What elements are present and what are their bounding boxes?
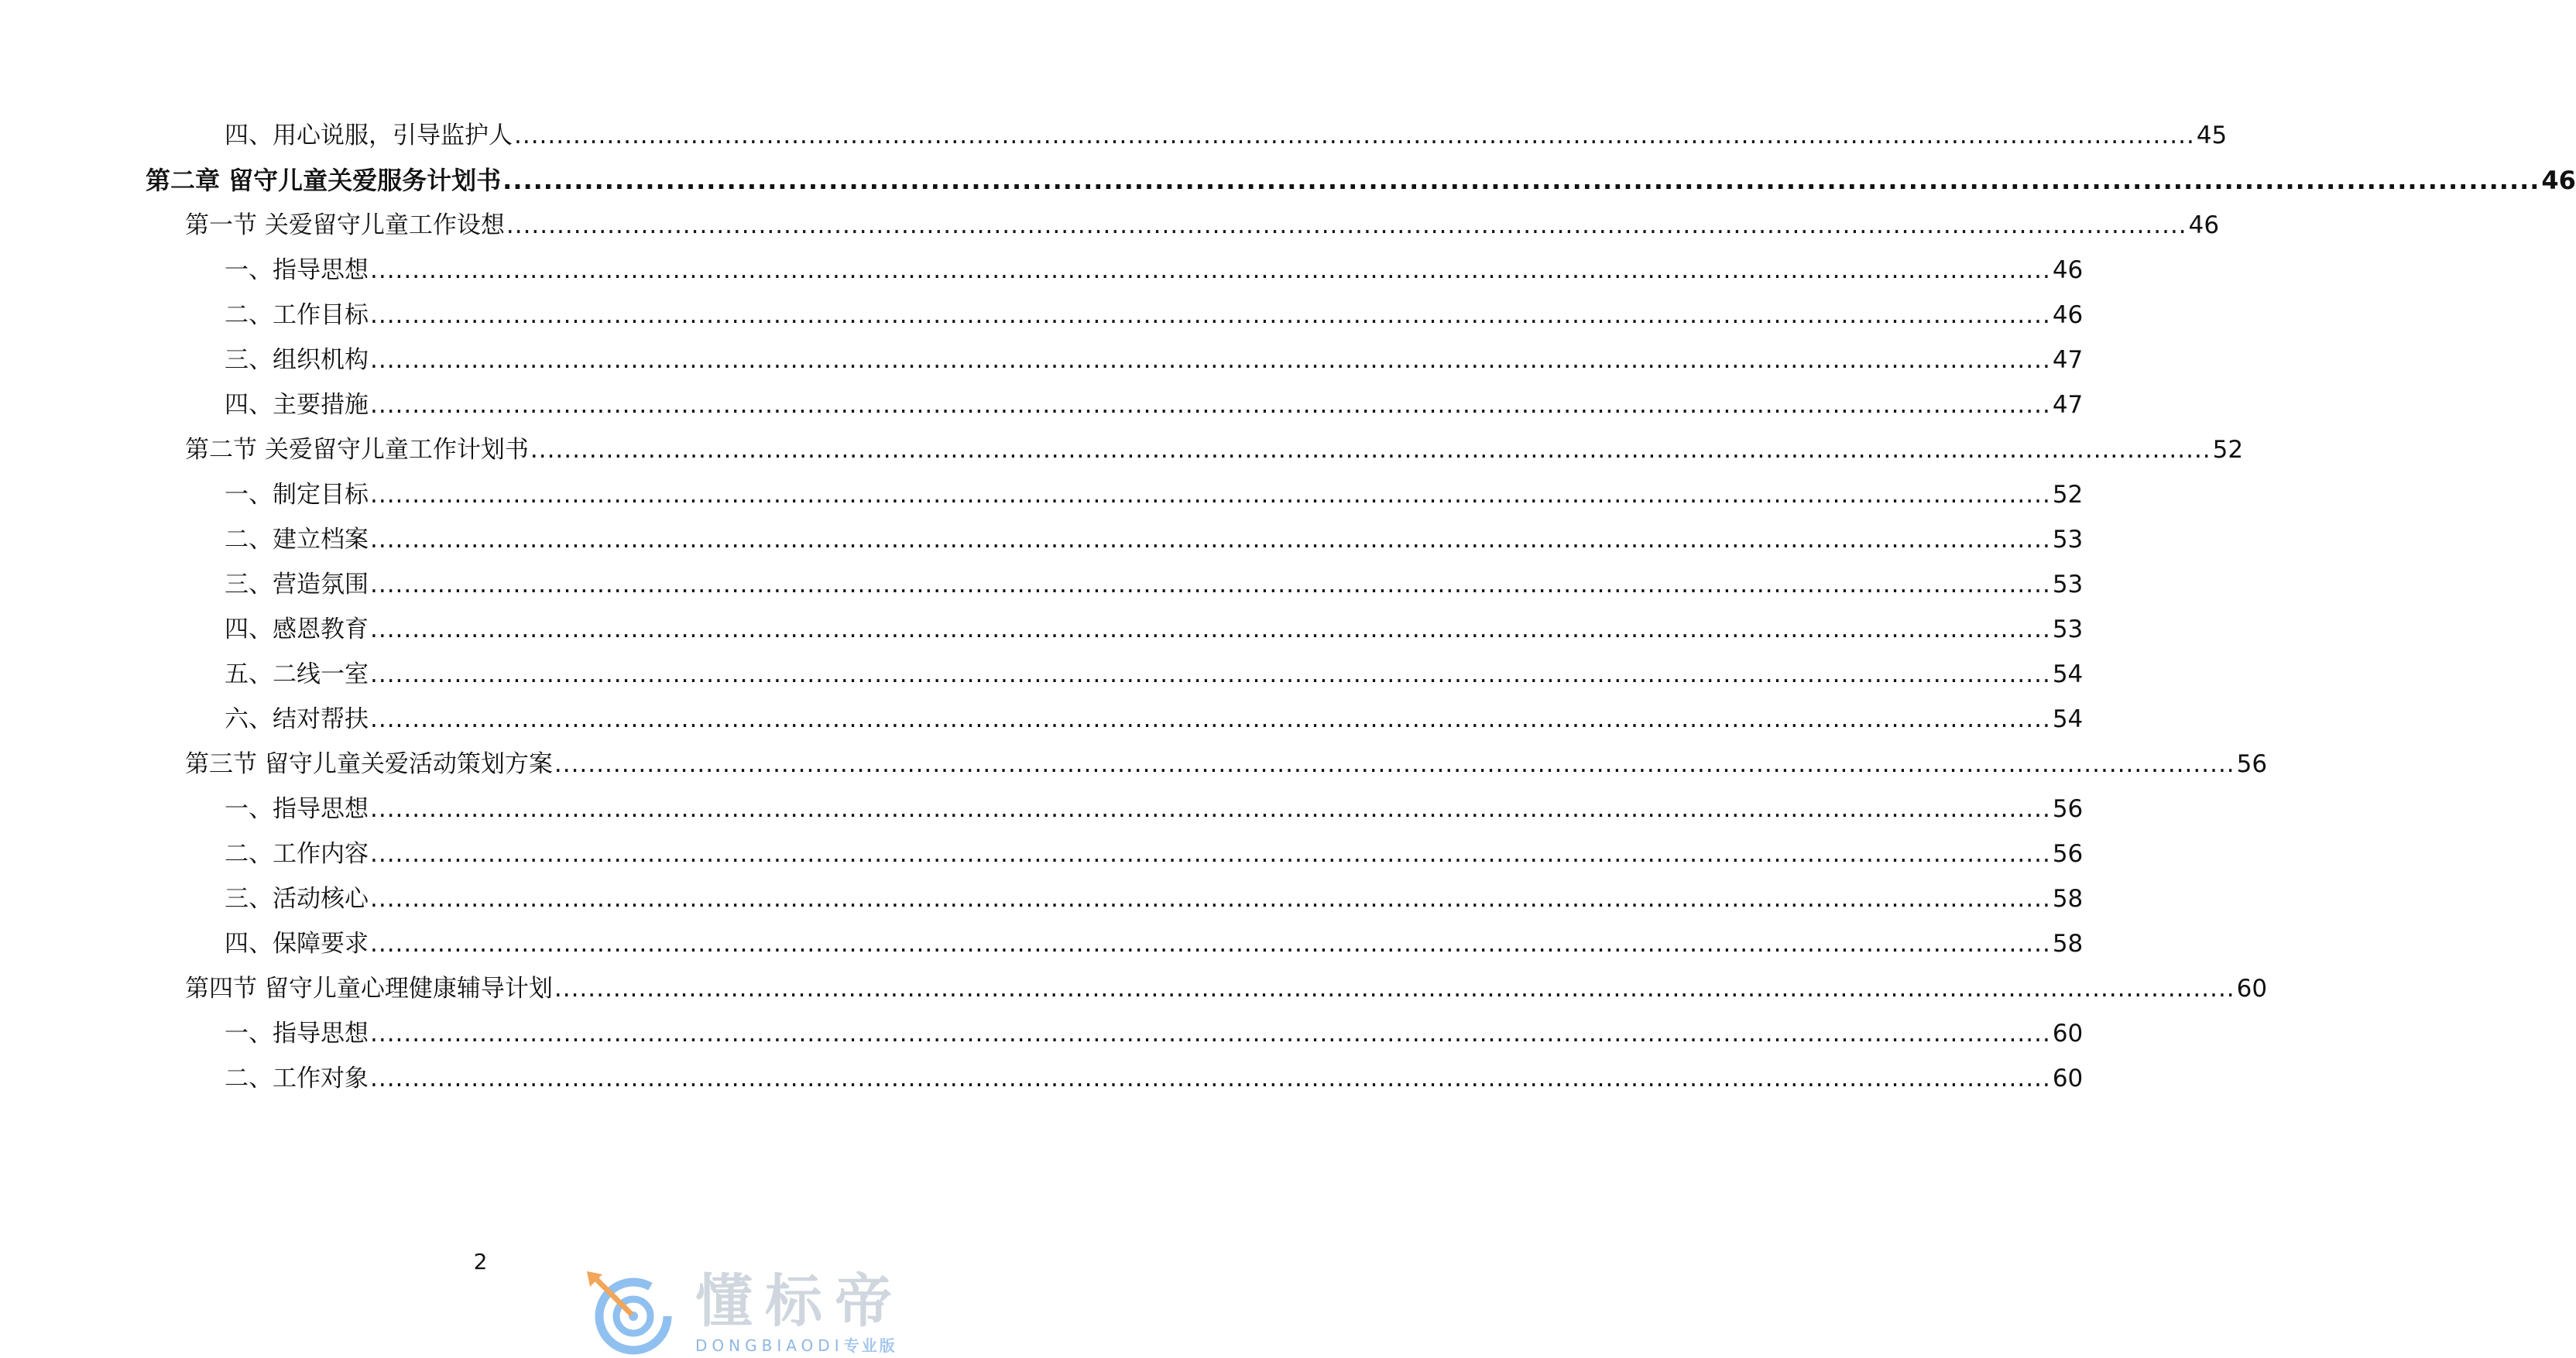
toc-entry[interactable] (225, 293, 2084, 331)
toc-leader-dots: ........................................................................................................................................................................................................ (370, 930, 2051, 958)
toc-entry[interactable] (225, 383, 2084, 420)
toc-entry[interactable] (225, 877, 2084, 914)
toc-entry-page: 60 (2052, 1020, 2084, 1048)
toc-entry[interactable] (225, 787, 2084, 825)
toc-entry-page: 54 (2052, 660, 2084, 688)
watermark-latin: DONGBIAODI (695, 1336, 844, 1355)
toc-entry-page: 56 (2236, 750, 2268, 778)
toc-entry[interactable] (225, 473, 2084, 510)
toc-entry-title: 一、指导思想 (225, 256, 369, 284)
toc-leader-dots: ........................................................................................................................................................................................................ (370, 526, 2051, 554)
toc-leader-dots: ........................................................................................................................................................................................................ (370, 391, 2051, 419)
toc-entry[interactable] (225, 114, 2228, 151)
toc-entry-page: 58 (2052, 930, 2084, 958)
toc-entry-title: 六、结对帮扶 (225, 705, 369, 733)
toc-leader-dots: ........................................................................................................................................................................................................ (370, 840, 2051, 868)
toc-leader-dots: ........................................................................................................................................................................................................ (370, 705, 2051, 733)
toc-entry-page: 53 (2052, 571, 2084, 598)
toc-entry-title: 四、感恩教育 (225, 616, 369, 643)
toc-entry-title: 第四节 留守儿童心理健康辅导计划 (185, 975, 553, 1003)
toc-entry-title: 四、保障要求 (225, 930, 369, 958)
toc-entry[interactable] (225, 832, 2084, 869)
toc-entry-title: 五、二线一室 (225, 660, 369, 688)
toc-entry-page: 46 (2188, 211, 2220, 239)
toc-entry-page: 52 (2052, 481, 2084, 509)
toc-entry-title: 二、工作对象 (225, 1065, 369, 1092)
watermark-edition: 专业版 (843, 1336, 897, 1355)
toc-entry-title: 二、工作目标 (225, 301, 369, 329)
toc-entry-section[interactable] (185, 967, 2268, 1004)
toc-entry-title: 二、工作内容 (225, 840, 369, 868)
toc-leader-dots: ........................................................................................................................................................................................................ (554, 750, 2235, 778)
toc-entry-title: 二、建立档案 (225, 526, 369, 554)
toc-entry-page: 58 (2052, 885, 2084, 913)
toc-entry[interactable] (225, 922, 2084, 959)
toc-entry-section[interactable] (185, 742, 2268, 780)
toc-entry-page: 45 (2196, 122, 2228, 149)
toc-entry-page: 56 (2052, 840, 2084, 868)
toc-leader-dots: ........................................................................................................................................................................................................ (514, 122, 2195, 149)
toc-leader-dots: ........................................................................................................................................................................................................ (370, 660, 2051, 688)
toc-leader-dots: ........................................................................................................................................................................................................ (370, 301, 2051, 329)
toc-entry-section[interactable] (185, 204, 2220, 241)
toc-entry[interactable] (225, 338, 2084, 376)
toc-entry[interactable] (225, 1012, 2084, 1049)
toc-leader-dots: ........................................................................................................................................................................................................ (370, 346, 2051, 374)
toc-leader-dots: ........................................................................................................................................................................................................ (370, 1020, 2051, 1048)
toc-entry-title: 四、用心说服，引导监护人 (225, 122, 513, 149)
toc-entry-page: 60 (2052, 1065, 2084, 1092)
toc-leader-dots: ........................................................................................................................................................................................................ (370, 795, 2051, 823)
toc-entry-title: 一、指导思想 (225, 795, 369, 823)
toc-entry-page: 46 (2052, 301, 2084, 329)
toc-entry-title: 四、主要措施 (225, 391, 369, 419)
toc-entry-title: 一、制定目标 (225, 481, 369, 509)
toc-entry-page: 46 (2541, 166, 2576, 195)
watermark-subtitle (695, 1336, 897, 1355)
toc-entry[interactable] (225, 653, 2084, 690)
toc-entry-title: 三、营造氛围 (225, 571, 369, 598)
toc-leader-dots: ........................................................................................................................................................................................................ (370, 481, 2051, 509)
toc-entry-title: 第二节 关爱留守儿童工作计划书 (185, 436, 529, 464)
toc-entry-title: 第一节 关爱留守儿童工作设想 (185, 211, 505, 239)
toc-entry-title: 三、组织机构 (225, 346, 369, 374)
watermark (579, 1265, 951, 1356)
toc-leader-dots: ........................................................................................................................................................................................................ (370, 1065, 2051, 1092)
toc-leader-dots: ........................................................................................................................................................................................................ (554, 975, 2235, 1003)
toc-entry-page: 60 (2236, 975, 2268, 1003)
toc-leader-dots: ........................................................................................................................................................................................................ (506, 211, 2187, 239)
watermark-brand: 懂标帝 (695, 1268, 904, 1335)
toc-entry[interactable] (225, 518, 2084, 555)
toc-entry[interactable] (225, 698, 2084, 735)
toc-leader-dots: ........................................................................................................................................................................................................ (530, 436, 2211, 464)
toc-leader-dots: ........................................................................................................................................................................................................ (503, 166, 2540, 195)
toc-leader-dots: ........................................................................................................................................................................................................ (370, 885, 2051, 913)
toc-entry[interactable] (225, 608, 2084, 645)
toc-entry[interactable] (225, 1057, 2084, 1094)
toc-entry-page: 47 (2052, 346, 2084, 374)
toc-entry-title: 第三节 留守儿童关爱活动策划方案 (185, 750, 553, 778)
toc-entry-page: 56 (2052, 795, 2084, 823)
toc-entry-title: 三、活动核心 (225, 885, 369, 913)
toc-entry-page: 46 (2052, 256, 2084, 284)
toc-leader-dots: ........................................................................................................................................................................................................ (370, 571, 2051, 598)
toc-leader-dots: ........................................................................................................................................................................................................ (370, 256, 2051, 284)
toc-entry[interactable] (225, 249, 2084, 286)
toc-entry-page: 47 (2052, 391, 2084, 419)
target-arrow-icon (579, 1265, 678, 1356)
toc-entry-chapter[interactable] (146, 159, 2576, 196)
toc-entry-title: 一、指导思想 (225, 1020, 369, 1048)
toc-entry-title: 第二章 留守儿童关爱服务计划书 (146, 166, 502, 195)
toc-entry-page: 52 (2212, 436, 2244, 464)
toc-leader-dots: ........................................................................................................................................................................................................ (370, 616, 2051, 643)
toc-entry-page: 53 (2052, 526, 2084, 554)
toc-entry[interactable] (225, 563, 2084, 600)
page-number: 2 (473, 1249, 488, 1274)
toc-entry-section[interactable] (185, 428, 2244, 465)
toc-entry-page: 54 (2052, 705, 2084, 733)
toc-entry-page: 53 (2052, 616, 2084, 643)
